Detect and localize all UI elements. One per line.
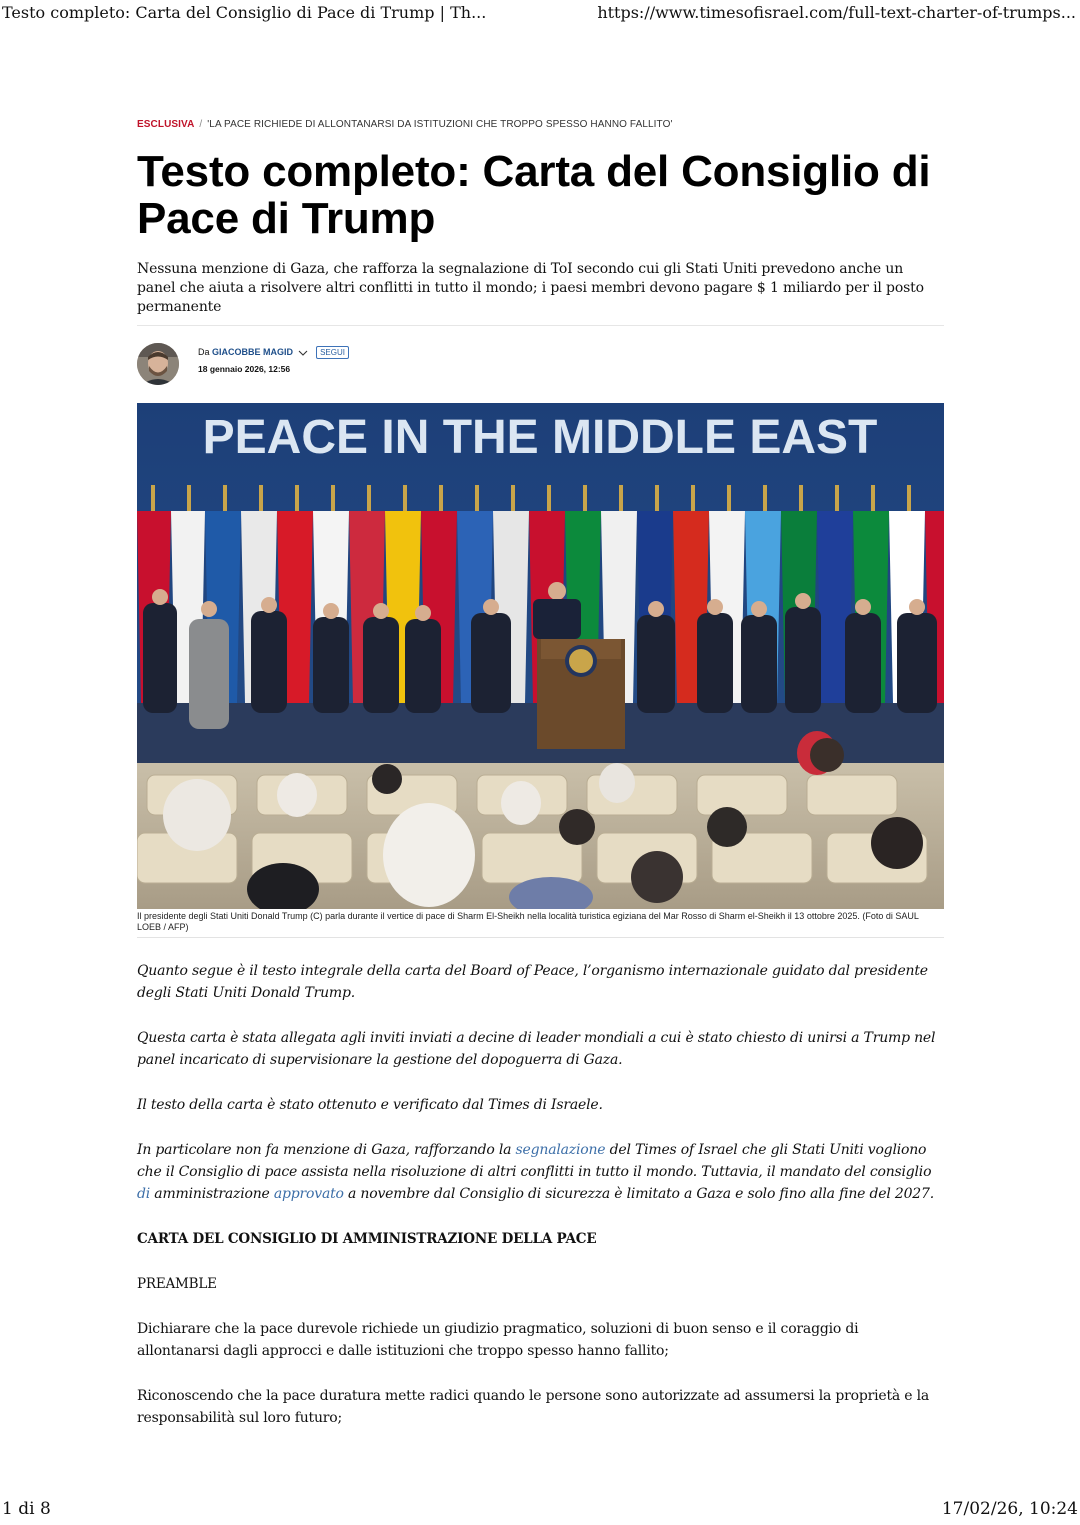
paragraph-gaza	[137, 1139, 944, 1205]
link-di[interactable]: di	[137, 1186, 151, 1202]
banner-text: PEACE IN THE MIDDLE EAST	[202, 411, 878, 464]
kicker-text: 'LA PACE RICHIEDE DI ALLONTANARSI DA ISTITUZIONI CHE TROPPO SPESSO HANNO FALLITO'	[207, 119, 673, 130]
charter-title: CARTA DEL CONSIGLIO DI AMMINISTRAZIONE DELLA PACE	[137, 1231, 597, 1247]
paragraph-gaza-part-c: amministrazione	[150, 1186, 274, 1202]
article-body	[137, 960, 944, 1452]
print-datetime: 17/02/26, 10:24	[941, 1499, 1078, 1519]
paragraph-verification: Il testo della carta è stato ottenuto e verificato dal Times di Israele.	[137, 1097, 603, 1113]
byline-meta	[198, 345, 349, 374]
author-avatar[interactable]	[137, 343, 179, 385]
author-name[interactable]: GIACOBBE MAGID	[212, 347, 294, 357]
byline-prefix: Da	[198, 347, 210, 357]
print-header	[0, 3, 1080, 27]
paragraph-intro: Quanto segue è il testo integrale della carta del Board of Peace, l’organismo internazionale guidato dal presidente degli Stati Uniti Donald Trump.	[137, 963, 928, 1001]
print-page-url[interactable]: https://www.timesofisrael.com/full-text-charter-of-trumps...	[597, 3, 1076, 22]
kicker-label[interactable]: ESCLUSIVA	[137, 119, 195, 130]
paragraph-durable-peace: Dichiarare che la pace durevole richiede un giudizio pragmatico, soluzioni di buon senso e il coraggio di allontanarsi dagli approcci e dalle istituzioni che troppo spesso hanno fallito;	[137, 1321, 859, 1359]
hero-photo	[137, 403, 944, 909]
print-page-number: 1 di 8	[2, 1499, 51, 1519]
chevron-down-icon[interactable]	[298, 349, 308, 357]
byline	[137, 326, 944, 384]
link-segnalazione[interactable]: segnalazione	[515, 1142, 606, 1158]
link-approvato[interactable]: approvato	[273, 1186, 344, 1202]
follow-button[interactable]: SEGUI	[316, 346, 349, 359]
print-footer	[0, 1495, 1080, 1519]
paragraph-gaza-part-d: a novembre dal Consiglio di sicurezza è limitato a Gaza e solo fino alla fine del 2027.	[343, 1186, 934, 1202]
kicker-separator: /	[199, 119, 203, 130]
paragraph-gaza-part-a: In particolare non fa menzione di Gaza, rafforzando la	[137, 1142, 516, 1158]
print-page-title: Testo completo: Carta del Consiglio di Pace di Trump | Th...	[2, 3, 487, 22]
article	[137, 118, 944, 1426]
photo-caption: Il presidente degli Stati Uniti Donald Trump (C) parla durante il vertice di pace di Sharm El-Sheikh nella località turistica egiziana del Mar Rosso di Sharm el-Sheikh il 13 ottobre 2025. (Foto di SAUL LOEB / AFP)	[137, 911, 944, 938]
kicker	[137, 118, 944, 134]
preamble-heading: PREAMBLE	[137, 1276, 217, 1292]
paragraph-gaza-part-b: del Times of Israel che gli Stati Uniti vogliono che il Consiglio di pace assista nella risoluzione di altri conflitti in tutto il mondo. Tuttavia, il mandato del consiglio	[137, 1142, 932, 1180]
headline: Testo completo: Carta del Consiglio di Pace di Trump	[137, 147, 931, 243]
hero-photo-illustration	[137, 403, 944, 909]
paragraph-invitations: Questa carta è stata allegata agli inviti inviati a decine di leader mondiali a cui è stato chiesto di unirsi a Trump nel panel incaricato di supervisionare la gestione del dopoguerra di Gaza.	[137, 1030, 936, 1068]
paragraph-ownership: Riconoscendo che la pace duratura mette radici quando le persone sono autorizzate ad assumersi la proprietà e la responsabilità sul loro futuro;	[137, 1388, 930, 1426]
publish-date: 18 gennaio 2026, 12:56	[198, 364, 291, 374]
subhead: Nessuna menzione di Gaza, che rafforza la segnalazione di ToI secondo cui gli Stati Uniti prevedono anche un panel che aiuta a risolvere altri conflitti in tutto il mondo; i paesi membri devono pagare $ 1 miliardo per il posto permanente	[137, 260, 944, 326]
